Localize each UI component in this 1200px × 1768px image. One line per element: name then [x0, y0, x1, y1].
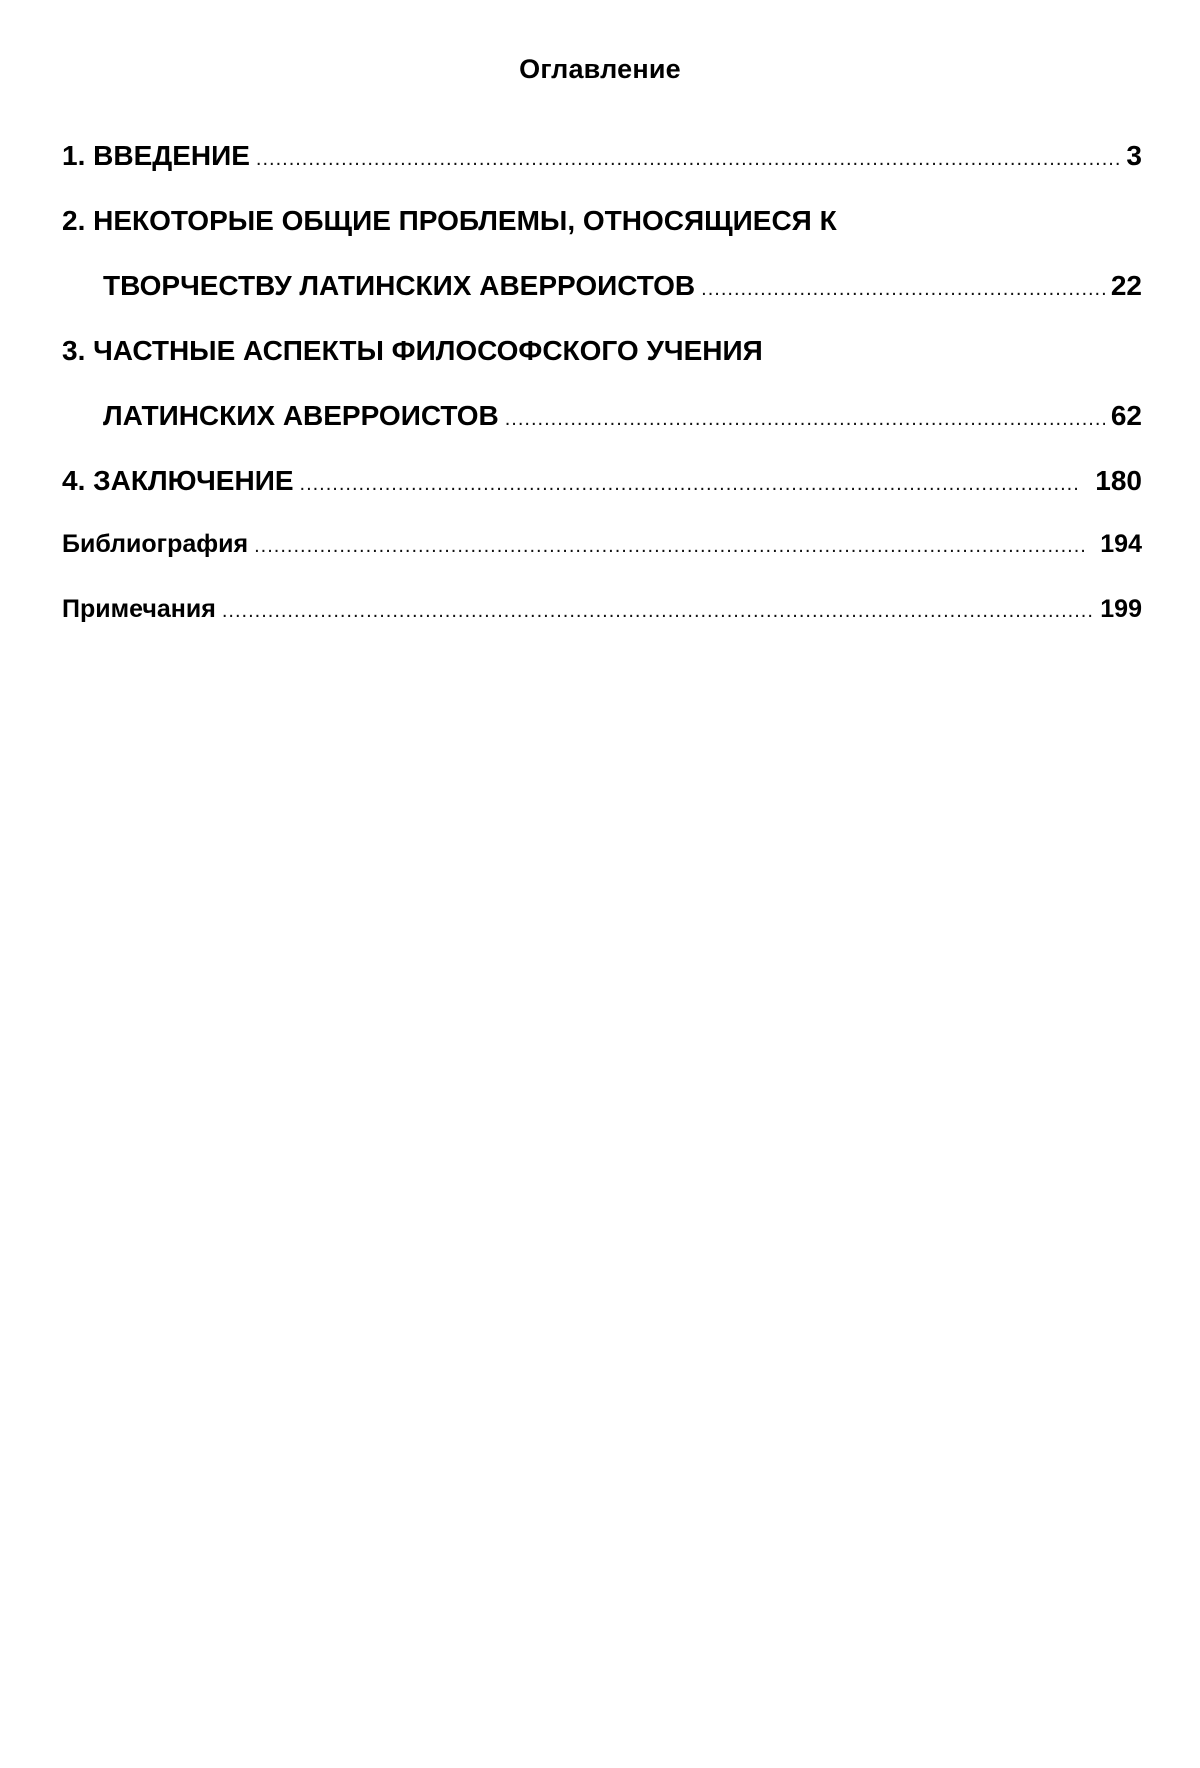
page-title: Оглавление: [519, 54, 681, 84]
toc-entry-label: 1. ВВЕДЕНИЕ: [62, 140, 250, 171]
toc-leader-dots: [300, 473, 1080, 496]
toc-entry-page: 22: [1110, 270, 1142, 301]
toc-entry-page: 3: [1126, 140, 1142, 171]
toc-entry-label: 4. ЗАКЛЮЧЕНИЕ: [62, 465, 294, 496]
toc-entry-introduction: [62, 140, 1142, 205]
toc-entry-label: 3. ЧАСТНЫЕ АСПЕКТЫ ФИЛОСОФСКОГО УЧЕНИЯ: [62, 335, 763, 366]
toc-leader-dots: [505, 408, 1105, 431]
toc-entry-page: 199: [1100, 595, 1142, 623]
toc-entry-particular-aspects: [62, 335, 1142, 400]
toc-leader-dots: [254, 535, 1084, 558]
toc-leader-dots: [256, 148, 1121, 171]
table-of-contents: [62, 140, 1142, 660]
toc-entry-label: 2. НЕКОТОРЫЕ ОБЩИЕ ПРОБЛЕМЫ, ОТНОСЯЩИЕСЯ К: [62, 205, 837, 236]
toc-entry-label: Библиография: [62, 530, 249, 558]
toc-entry-page: 180: [1095, 465, 1142, 496]
toc-entry-label: Примечания: [62, 595, 216, 623]
toc-entry-particular-aspects-cont: [62, 400, 1142, 465]
toc-entry-bibliography: [62, 530, 1142, 595]
toc-entry-general-problems-cont: [62, 270, 1142, 335]
toc-leader-dots: [701, 278, 1105, 301]
toc-entry-notes: [62, 595, 1142, 660]
toc-entry-page: 62: [1110, 400, 1142, 431]
toc-entry-conclusion: [62, 465, 1142, 530]
toc-entry-label: ТВОРЧЕСТВУ ЛАТИНСКИХ АВЕРРОИСТОВ: [103, 270, 696, 301]
toc-leader-dots: [222, 600, 1094, 623]
toc-entry-general-problems: [62, 205, 1142, 270]
toc-entry-page: 194: [1100, 530, 1142, 558]
toc-entry-label: ЛАТИНСКИХ АВЕРРОИСТОВ: [103, 400, 499, 431]
